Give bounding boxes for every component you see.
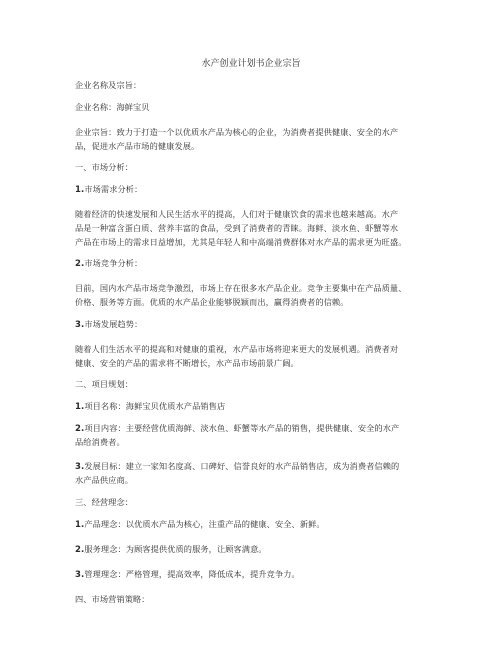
text-line: 品给消费者。 (75, 437, 125, 447)
section-heading: 一、市场分析： (75, 162, 134, 172)
subsection-heading: 3.市场发展趋势： (75, 319, 143, 330)
list-item: 2.服务理念：为顾客提供优质的服务，让顾客满意。 (75, 544, 267, 555)
text-line: 企业名称：海鲜宝贝 (75, 102, 150, 112)
section-heading: 二、项目规划： (75, 379, 134, 389)
subsection-heading: 2.市场竞争分析： (75, 258, 143, 269)
list-item: 2.项目内容：主要经营优质海鲜、淡水鱼、虾蟹等水产品的销售，提供健康、安全的水产 (75, 423, 400, 434)
text-line: 水产品供应商。 (75, 475, 134, 485)
section-heading: 四、市场营销策略： (75, 594, 150, 604)
section-heading: 三、经营理念： (75, 497, 134, 507)
document-title: 水产创业计划书企业宗旨 (201, 59, 301, 69)
text-line: 目前，国内水产品市场竞争激烈，市场上存在很多水产品企业。竞争主要集中在产品质量、 (75, 283, 407, 293)
text-line: 品是一种富含蛋白质、营养丰富的食品，受到了消费者的青睐。海鲜、淡水鱼、虾蟹等水 (75, 223, 399, 233)
list-item: 3.管理理念：严格管理，提高效率，降低成本，提升竞争力。 (75, 569, 300, 580)
list-item: 3.发展目标：建立一家知名度高、口碑好、信誉良好的水产品销售店，成为消费者信赖的 (75, 461, 400, 472)
text-line: 随着经济的快速发展和人民生活水平的提高，人们对于健康饮食的需求也越来越高。水产 (75, 209, 399, 219)
text-line: 价格、服务等方面。优质的水产品企业能够脱颖而出，赢得消费者的信赖。 (75, 297, 349, 307)
list-item: 1.产品理念：以优质水产品为核心，注重产品的健康、安全、新鲜。 (75, 519, 325, 530)
text-line: 产品在市场上的需求日益增加，尤其是年轻人和中高端消费群体对水产品的需求更为旺盛。 (75, 237, 407, 247)
list-item: 1.项目名称：海鲜宝贝优质水产品销售店 (75, 401, 226, 412)
text-line: 企业名称及宗旨： (75, 80, 142, 90)
text-line: 健康、安全的产品的需求将不断增长，水产品市场前景广阔。 (75, 358, 299, 368)
text-line: 随着人们生活水平的提高和对健康的重视，水产品市场将迎来更大的发展机遇。消费者对 (75, 344, 399, 354)
text-line: 品，促进水产品市场的健康发展。 (75, 141, 200, 151)
subsection-heading: 1.市场需求分析： (75, 184, 143, 195)
text-line: 企业宗旨：致力于打造一个以优质水产品为核心的企业，为消费者提供健康、安全的水产 (75, 127, 399, 137)
